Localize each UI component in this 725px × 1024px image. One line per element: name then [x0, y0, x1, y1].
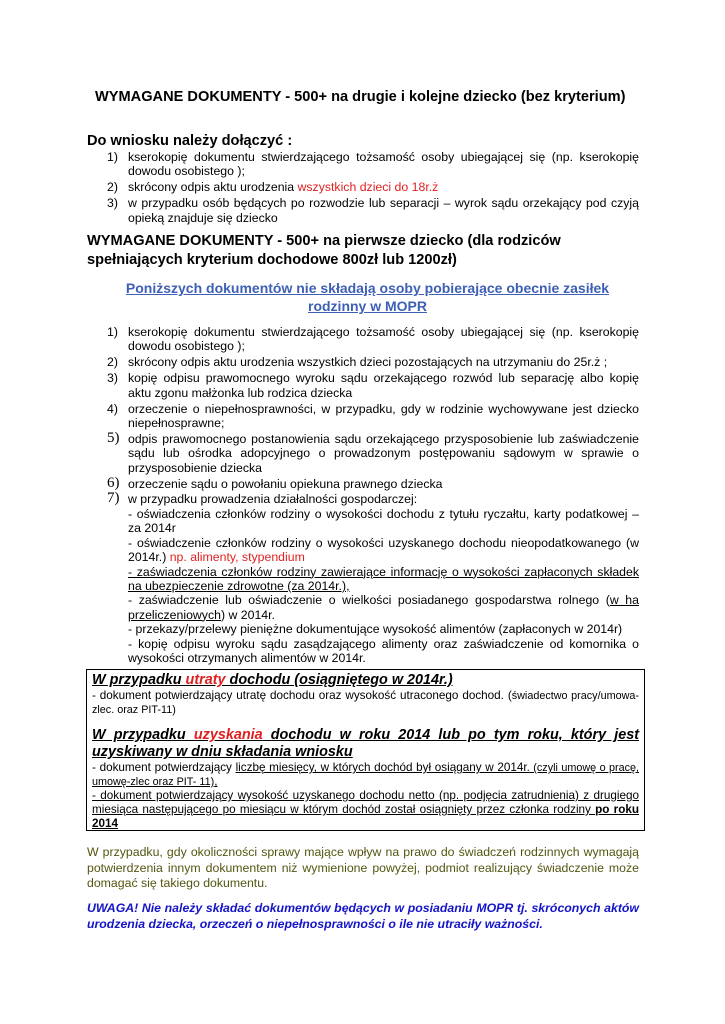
underlined-text: w ha przeliczeniowych — [128, 593, 639, 622]
item-text: skrócony odpis aktu urodzenia wszystkich dzieci pozostających na utrzymaniu do 25r.ż ; — [128, 355, 608, 370]
income-gain-heading — [92, 727, 639, 761]
item-number: 1) — [107, 150, 118, 164]
item-number: 7) — [107, 490, 120, 507]
item-number: 2) — [107, 355, 118, 370]
uwaga-warning: UWAGA! Nie należy składać dokumentów będących w posiadaniu MOPR tj. skróconych aktów urodzenia dziecka, orzeczeń o niepełnosprawności o ile nie utraciły ważności. — [87, 901, 639, 931]
list-item — [87, 371, 639, 400]
small-text: świadectwo pracy/umowa-zlec. oraz PIT-11) — [92, 690, 639, 716]
line-text: - dokument potwierdzający — [92, 761, 236, 774]
heading-text: W przypadku — [92, 727, 194, 743]
sub-item: - kopię odpisu wyroku sądu zasądzającego alimenty oraz zaświadczenie od komornika o wysokości otrzymanych alimentów w 2014r. — [128, 636, 639, 665]
item-number: 3) — [107, 371, 118, 386]
item-number: 5) — [107, 429, 120, 446]
heading-text: W przypadku — [92, 672, 186, 688]
list-item — [87, 492, 639, 665]
sub-item-text: ) w 2014r. — [220, 607, 275, 622]
list-item — [87, 325, 639, 354]
highlight-text: uzyskania — [193, 727, 263, 743]
highlight-text: utraty — [185, 672, 226, 688]
bold-text: po roku 2014 — [92, 803, 639, 830]
item-number: 4) — [107, 401, 118, 416]
list-item — [87, 180, 639, 194]
heading-text: dochodu (osiągniętego w 2014r.) — [225, 672, 453, 688]
item-number: 2) — [107, 180, 118, 195]
small-text: (czyli umowę o pracę, umowę-zlec oraz PIT- 11) — [92, 762, 640, 788]
item-text: orzeczenie sądu o powołaniu opiekuna prawnego dziecka — [128, 476, 443, 491]
line-text: , — [214, 775, 218, 788]
item-text: kserokopię dokumentu stwierdzającego tożsamość osoby ubiegającej się (np. kserokopię dowodu osobistego ); — [128, 325, 639, 354]
sub-item-text: - oświadczenie członków rodziny o wysokości uzyskanego dochodu nieopodatkowanego (w 2014r.) — [128, 535, 639, 565]
title-kryterium: WYMAGANE DOKUMENTY - 500+ na pierwsze dziecko (dla rodziców spełniających kryterium dochodowe 800zł lub 1200zł) — [87, 233, 561, 268]
underlined-text: liczbę miesięcy, w których dochód był osiągany w 2014r. — [235, 761, 530, 774]
sub-item — [128, 536, 639, 565]
sub-item: - zaświadczenia członków rodziny zawierające informację o wysokości zapłaconych składek na ubezpieczenie zdrowotne (za 2014r.), — [128, 564, 639, 593]
income-loss-heading — [92, 672, 639, 689]
sub-item: - przekazy/przelewy pieniężne dokumentujące wysokość alimentów (zapłaconych w 2014r) — [128, 622, 623, 637]
income-loss-text — [92, 689, 639, 717]
item-text: w przypadku osób będących po rozwodzie lub separacji – wyrok sądu orzekający pod czyją opieką znajduje się dziecko — [128, 196, 639, 225]
document-list-2 — [87, 325, 639, 667]
list-item — [87, 150, 639, 179]
list-item — [87, 429, 639, 475]
highlight-text: np. alimenty, stypendium — [169, 550, 305, 565]
item-text: skrócony odpis aktu urodzenia — [128, 180, 298, 195]
income-gain-text-1 — [92, 761, 639, 789]
list-item — [87, 196, 639, 225]
sub-item-text: - zaświadczenie lub oświadczenie o wielkości posiadanego gospodarstwa rolnego ( — [128, 593, 610, 608]
list-item — [87, 474, 639, 491]
title-bez-kryterium: WYMAGANE DOKUMENTY - 500+ na drugie i kolejne dziecko (bez kryterium) — [95, 89, 626, 105]
item-text: odpis prawomocnego postanowienia sądu orzekającego przysposobienie lub zaświadczenie sądu lub ośrodka adopcyjnego o prowadzonym postępowaniu sądowym w sprawie o przysposobienie dziecka — [128, 431, 639, 475]
item-number: 3) — [107, 196, 118, 211]
item-number: 1) — [107, 325, 118, 339]
income-gain-text-2 — [92, 789, 639, 831]
item-number: 6) — [107, 474, 120, 491]
item-text: orzeczenie o niepełnosprawności, w przypadku, gdy w rodzinie wychowywane jest dziecko niepełnosprawne; — [128, 401, 639, 430]
additional-documents-note: W przypadku, gdy okoliczności sprawy mające wpływ na prawo do świadczeń rodzinnych wymagają potwierdzenia innym dokumentem niż wymienione powyżej, podmiot realizujący świadczenie może domagać się takiego dokumentu. — [87, 845, 639, 890]
item-text: kserokopię dokumentu stwierdzającego tożsamość osoby ubiegającej się (np. kserokopię dowodu osobistego ); — [128, 150, 639, 179]
item-text: kopię odpisu prawomocnego wyroku sądu orzekającego rozwód lub separację albo kopię aktu zgonu małżonka lub rodzica dziecka — [128, 371, 639, 400]
sub-item: - oświadczenia członków rodziny o wysokości dochodu z tytułu ryczałtu, karty podatkowej – za 2014r — [128, 506, 639, 536]
list-item — [87, 355, 639, 369]
mopr-notice-link: Poniższych dokumentów nie składają osoby pobierające obecnie zasiłek rodzinny w MOPR — [125, 280, 610, 314]
attach-heading: Do wniosku należy dołączyć : — [87, 133, 293, 149]
sub-item — [128, 593, 639, 622]
heading-text: dochodu w roku 2014 lub po tym roku, który jest uzyskiwany w dniu składania wniosku — [92, 727, 640, 760]
item-text: w przypadku prowadzenia działalności gospodarczej: — [128, 492, 418, 507]
line-text: - dokument potwierdzający wysokość uzyskanego dochodu netto (np. podjęcia zatrudnienia) z drugiego miesiąca następującego po miesiącu w którym dochód został osiągnięty przez członka rodziny — [92, 789, 639, 816]
income-change-box — [86, 669, 645, 831]
document-list-1 — [87, 150, 639, 227]
highlight-text: wszystkich dzieci do 18r.ż — [297, 180, 439, 195]
list-item — [87, 402, 639, 431]
line-text: - dokument potwierdzający utratę dochodu oraz wysokość utraconego dochod. ( — [92, 689, 512, 702]
